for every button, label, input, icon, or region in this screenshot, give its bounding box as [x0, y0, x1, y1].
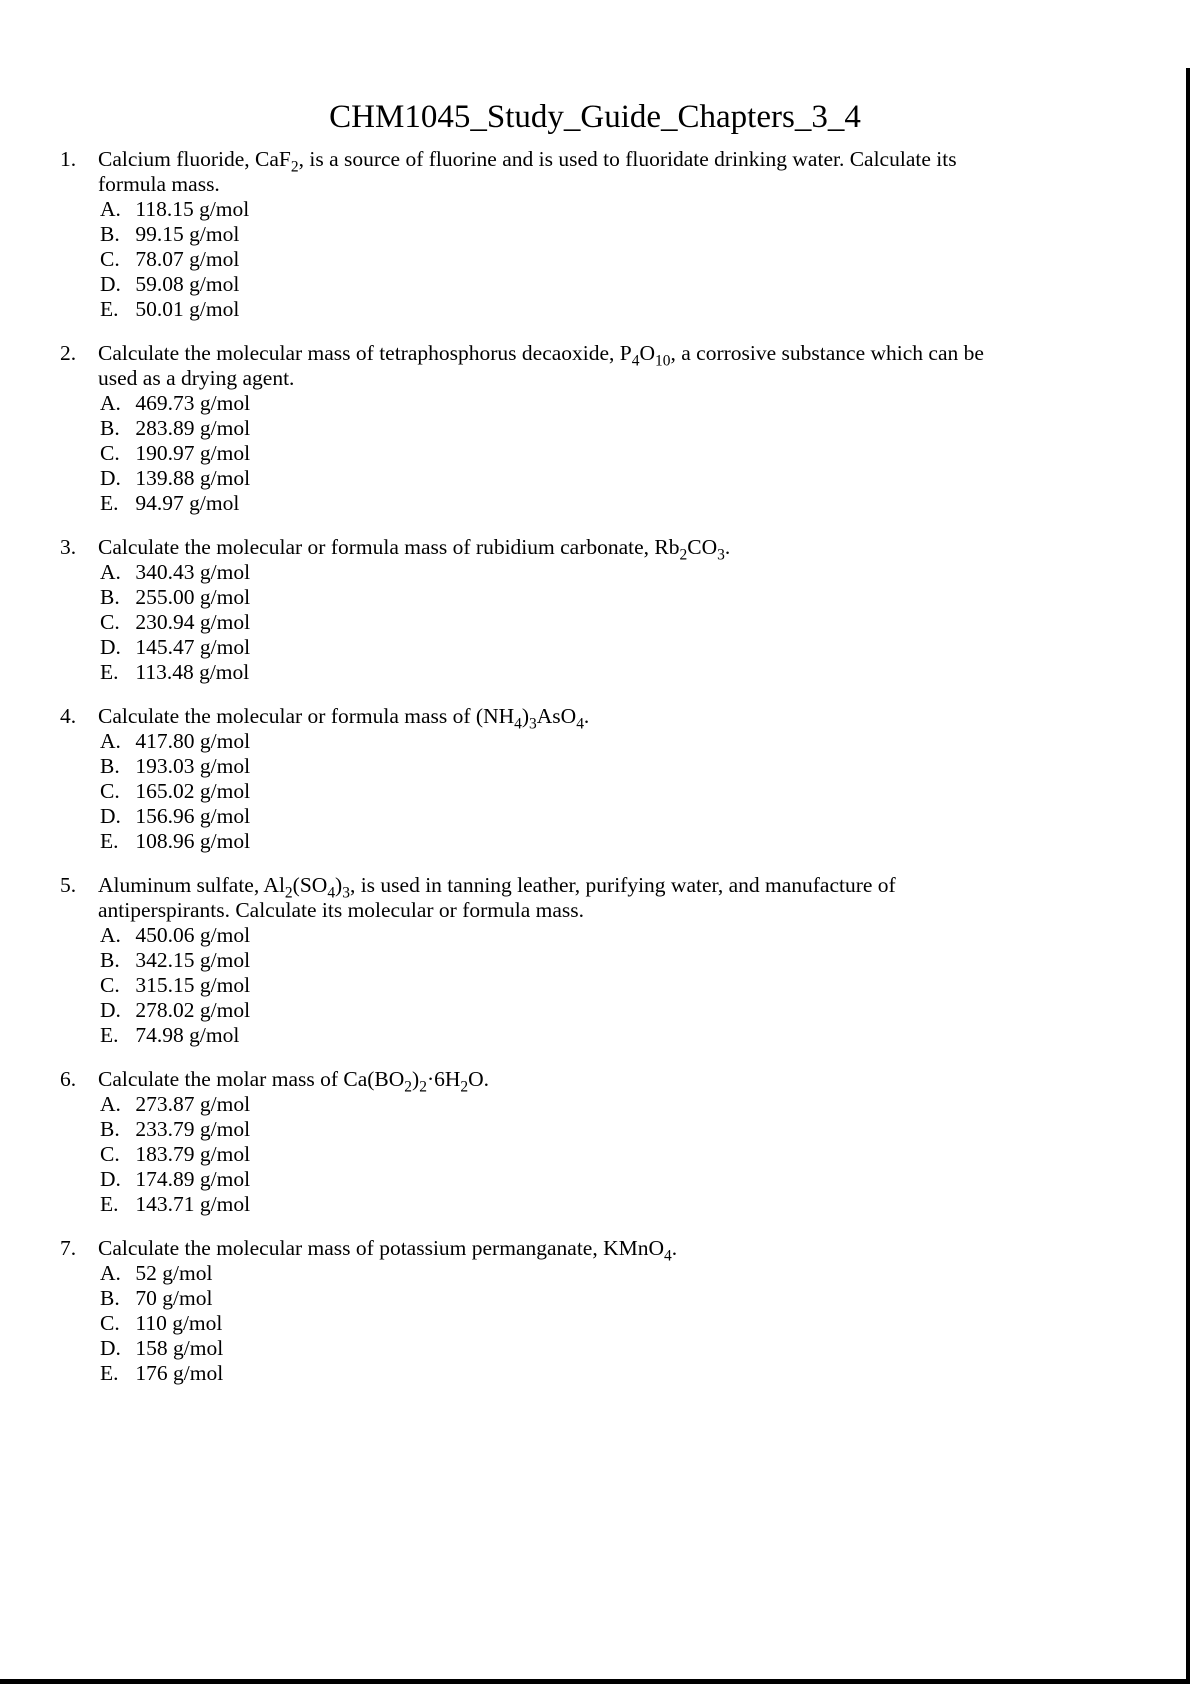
option-text: 145.47 g/mol	[130, 635, 251, 659]
answer-option	[100, 973, 1190, 998]
option-letter: A.	[100, 197, 121, 221]
answer-option	[100, 1361, 1190, 1386]
question-prompt: Calculate the molar mass of $Ca(BO_2)_2\cdot 6H_2O$.	[98, 1067, 490, 1096]
answer-option	[100, 1023, 1190, 1048]
option-letter: C.	[100, 247, 120, 271]
option-text: 118.15 g/mol	[130, 197, 250, 221]
option-list	[98, 197, 1190, 322]
option-list	[98, 1092, 1190, 1217]
answer-option	[100, 1167, 1190, 1192]
option-letter: D.	[100, 804, 121, 828]
question-prompt: Calcium fluoride, CaF$_2$, is a source of fluorine and is used to fluoridate drinking water. Calculate its formula mass.	[98, 147, 957, 196]
option-text: 78.07 g/mol	[130, 247, 240, 271]
answer-option	[100, 1192, 1190, 1217]
answer-option	[100, 923, 1190, 948]
option-letter: E.	[100, 1023, 119, 1047]
answer-option	[100, 1311, 1190, 1336]
answer-option	[100, 1092, 1190, 1117]
question-item	[0, 147, 1190, 322]
question-number: 3.	[60, 535, 77, 559]
question-item	[0, 873, 1190, 1048]
option-letter: D.	[100, 635, 121, 659]
option-letter: C.	[100, 1142, 120, 1166]
option-text: 255.00 g/mol	[130, 585, 251, 609]
option-text: 108.96 g/mol	[130, 829, 251, 853]
option-letter: C.	[100, 779, 120, 803]
option-letter: D.	[100, 466, 121, 490]
option-letter: E.	[100, 1361, 119, 1385]
question-prompt: Aluminum sulfate, $Al_2(SO_4)_3$, is used in tanning leather, purifying water, and manufacture of antiperspirants. Calculate its molecular or formula mass.	[98, 873, 896, 922]
option-text: 273.87 g/mol	[130, 1092, 251, 1116]
option-text: 59.08 g/mol	[130, 272, 240, 296]
question-prompt: Calculate the molecular mass of potassium permanganate, KMnO$_4$.	[98, 1236, 678, 1265]
option-letter: C.	[100, 973, 120, 997]
answer-option	[100, 829, 1190, 854]
option-text: 283.89 g/mol	[130, 416, 251, 440]
option-text: 193.03 g/mol	[130, 754, 251, 778]
question-item	[0, 704, 1190, 854]
option-text: 174.89 g/mol	[130, 1167, 251, 1191]
question-prompt: Calculate the molecular or formula mass of rubidium carbonate, $Rb_2CO_3$.	[98, 535, 731, 564]
option-text: 156.96 g/mol	[130, 804, 251, 828]
option-letter: A.	[100, 923, 121, 947]
option-letter: A.	[100, 729, 121, 753]
option-letter: D.	[100, 1167, 121, 1191]
option-letter: B.	[100, 416, 120, 440]
answer-option	[100, 222, 1190, 247]
question-number: 1.	[60, 147, 77, 171]
option-text: 315.15 g/mol	[130, 973, 251, 997]
option-letter: C.	[100, 1311, 120, 1335]
question-number: 7.	[60, 1236, 77, 1260]
answer-option	[100, 491, 1190, 516]
option-letter: E.	[100, 1192, 119, 1216]
answer-option	[100, 1117, 1190, 1142]
option-letter: B.	[100, 754, 120, 778]
answer-option	[100, 779, 1190, 804]
option-letter: B.	[100, 948, 120, 972]
question-list	[0, 147, 1190, 1386]
answer-option	[100, 610, 1190, 635]
option-text: 450.06 g/mol	[130, 923, 251, 947]
option-text: 74.98 g/mol	[130, 1023, 240, 1047]
option-list	[98, 391, 1190, 516]
answer-option	[100, 297, 1190, 322]
option-text: 340.43 g/mol	[130, 560, 251, 584]
answer-option	[100, 754, 1190, 779]
option-text: 158 g/mol	[130, 1336, 224, 1360]
option-list	[98, 1261, 1190, 1386]
answer-option	[100, 247, 1190, 272]
scan-border-bottom	[0, 1679, 1190, 1684]
option-letter: E.	[100, 491, 119, 515]
option-text: 139.88 g/mol	[130, 466, 251, 490]
option-text: 99.15 g/mol	[130, 222, 240, 246]
option-letter: D.	[100, 272, 121, 296]
option-text: 94.97 g/mol	[130, 491, 240, 515]
question-number: 5.	[60, 873, 77, 897]
option-text: 230.94 g/mol	[130, 610, 251, 634]
option-text: 113.48 g/mol	[130, 660, 250, 684]
answer-option	[100, 729, 1190, 754]
question-number: 4.	[60, 704, 77, 728]
option-list	[98, 729, 1190, 854]
answer-option	[100, 948, 1190, 973]
option-letter: A.	[100, 391, 121, 415]
answer-option	[100, 998, 1190, 1023]
option-text: 469.73 g/mol	[130, 391, 251, 415]
answer-option	[100, 635, 1190, 660]
option-letter: E.	[100, 297, 119, 321]
question-item	[0, 1067, 1190, 1217]
option-letter: E.	[100, 660, 119, 684]
option-text: 143.71 g/mol	[130, 1192, 251, 1216]
scan-border-right	[1186, 68, 1190, 1684]
answer-option	[100, 272, 1190, 297]
answer-option	[100, 585, 1190, 610]
option-text: 176 g/mol	[130, 1361, 224, 1385]
option-letter: E.	[100, 829, 119, 853]
option-letter: B.	[100, 585, 120, 609]
option-letter: B.	[100, 222, 120, 246]
answer-option	[100, 441, 1190, 466]
question-number: 6.	[60, 1067, 77, 1091]
option-text: 417.80 g/mol	[130, 729, 251, 753]
option-text: 165.02 g/mol	[130, 779, 251, 803]
option-letter: B.	[100, 1286, 120, 1310]
option-letter: B.	[100, 1117, 120, 1141]
option-letter: D.	[100, 1336, 121, 1360]
question-number: 2.	[60, 341, 77, 365]
answer-option	[100, 1142, 1190, 1167]
option-letter: A.	[100, 560, 121, 584]
option-letter: A.	[100, 1092, 121, 1116]
answer-option	[100, 660, 1190, 685]
answer-option	[100, 416, 1190, 441]
option-list	[98, 560, 1190, 685]
option-text: 183.79 g/mol	[130, 1142, 251, 1166]
answer-option	[100, 1261, 1190, 1286]
answer-option	[100, 804, 1190, 829]
option-letter: C.	[100, 610, 120, 634]
answer-option	[100, 1286, 1190, 1311]
answer-option	[100, 1336, 1190, 1361]
answer-option	[100, 560, 1190, 585]
answer-option	[100, 466, 1190, 491]
page-title: CHM1045_Study_Guide_Chapters_3_4	[329, 99, 861, 135]
option-text: 190.97 g/mol	[130, 441, 251, 465]
question-item	[0, 341, 1190, 516]
question-prompt: Calculate the molecular mass of tetraphosphorus decaoxide, $P_4O_{10}$, a corrosive substance which can be used as a drying agent.	[98, 341, 984, 390]
answer-option	[100, 197, 1190, 222]
option-text: 50.01 g/mol	[130, 297, 240, 321]
question-item	[0, 1236, 1190, 1386]
option-text: 110 g/mol	[130, 1311, 223, 1335]
option-text: 52 g/mol	[130, 1261, 213, 1285]
option-letter: A.	[100, 1261, 121, 1285]
answer-option	[100, 391, 1190, 416]
option-text: 278.02 g/mol	[130, 998, 251, 1022]
question-prompt: Calculate the molecular or formula mass of $(NH_4)_3AsO_4$.	[98, 704, 590, 733]
option-letter: C.	[100, 441, 120, 465]
question-item	[0, 535, 1190, 685]
option-text: 342.15 g/mol	[130, 948, 251, 972]
option-text: 70 g/mol	[130, 1286, 213, 1310]
option-list	[98, 923, 1190, 1048]
option-text: 233.79 g/mol	[130, 1117, 251, 1141]
option-letter: D.	[100, 998, 121, 1022]
